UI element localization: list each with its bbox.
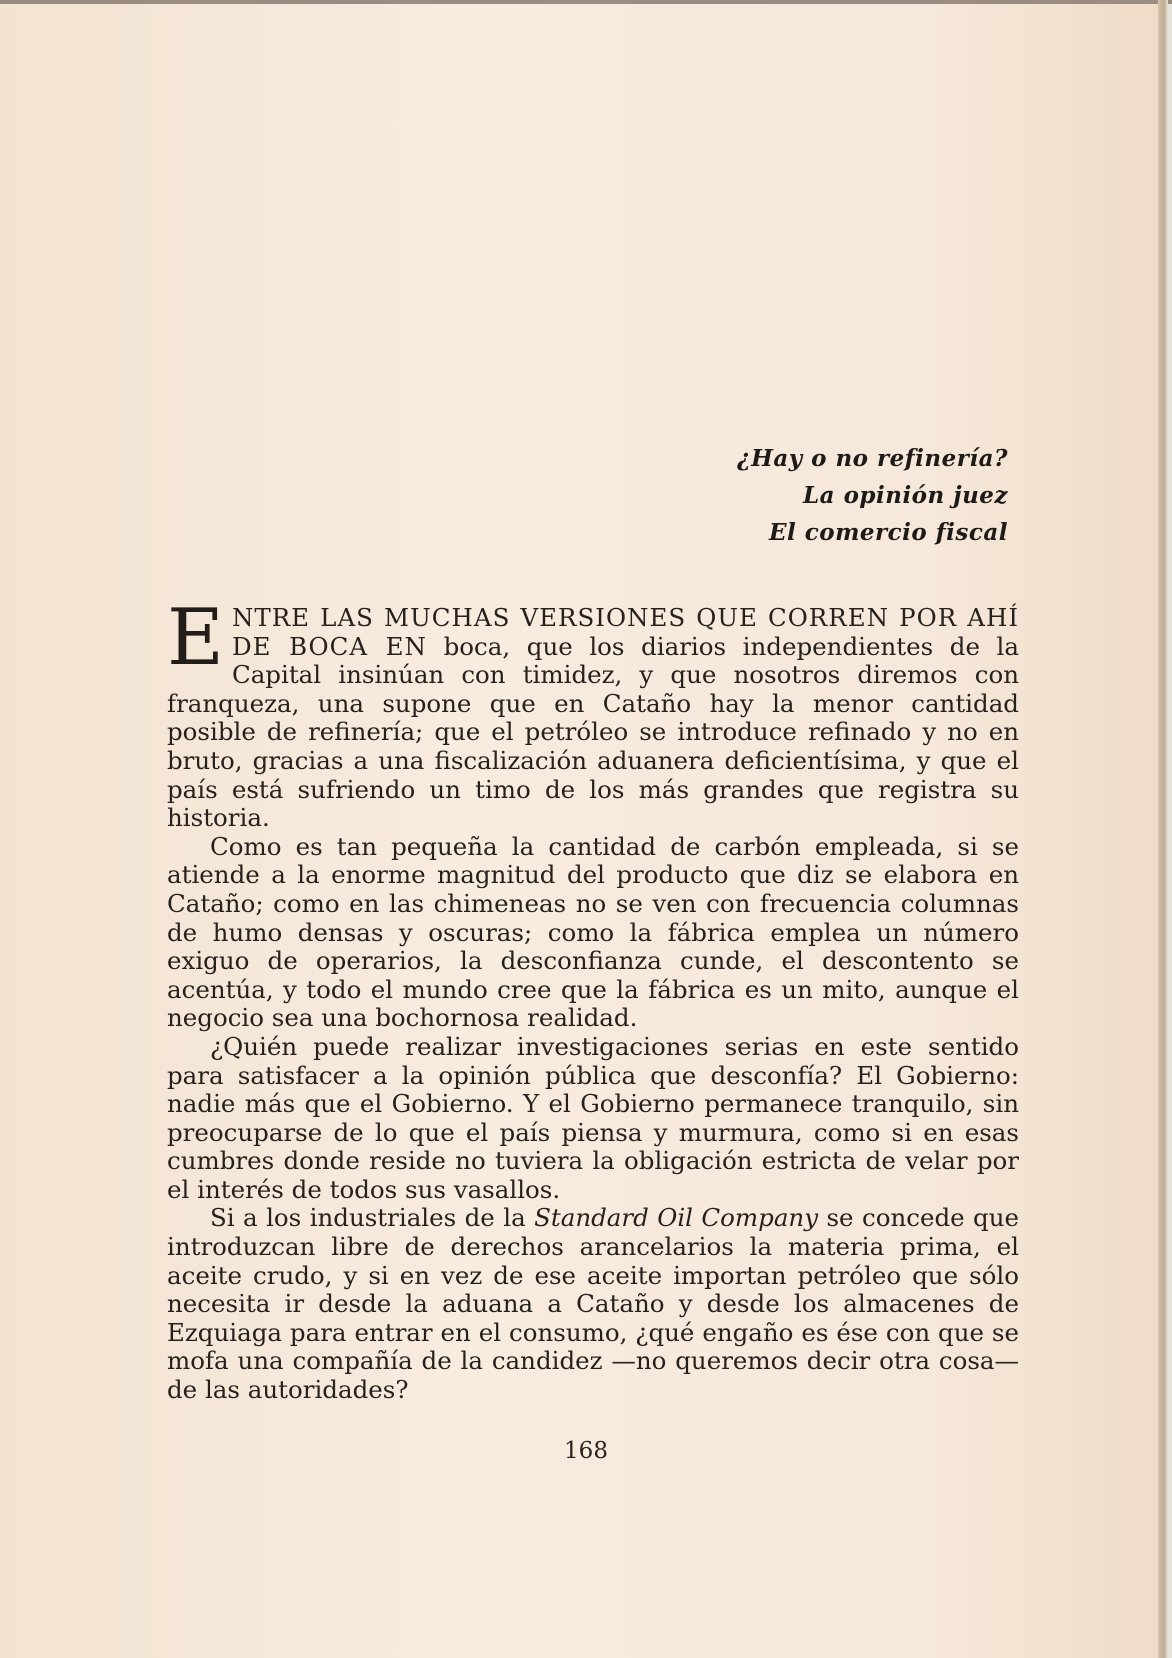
company-name: Standard Oil Company (534, 1203, 819, 1233)
heading-line-3: El comercio fiscal (768, 519, 1008, 546)
page-number: 168 (564, 1438, 608, 1464)
paragraph-4-start: Si a los industriales de la (210, 1203, 535, 1233)
heading-line-1: ¿Hay o no refinería? (737, 445, 1008, 472)
heading-line-2: La opinión juez (802, 482, 1008, 509)
paragraph-2: Como es tan pequeña la cantidad de carbón empleada, si se atiende a la enorme magnitud del producto que diz se elabora en Cataño; como en las chimeneas no se ven con frecuencia columnas de humo densas y oscuras; como la fábrica emplea un número exiguo de operarios, la desconfianza cunde, el descontento se acentúa, y todo el mundo cree que la fábrica es un mito, aunque el negocio sea una bochornosa realidad. (167, 831, 1019, 1033)
paragraph-1-text: boca, que los diarios independientes de la Capital insinúan con timidez, y que nosotros diremos con franqueza, una supone que en Cataño hay la menor cantidad posible de refinería; que el petróleo se introduce refinado y no en bruto, gracias a una fiscalización aduanera deficientísima, y que el país está sufriendo un timo de los más grandes que registra su historia. (167, 631, 1019, 833)
paragraph-1-opening: NTRE LAS MUCHAS VERSIONES QUE CORREN POR AHÍ DE BOCA EN (231, 603, 1019, 661)
paragraph-1 (167, 593, 1019, 833)
paragraph-3: ¿Quién puede realizar investigaciones serias en este sentido para satisfacer a la opinión pública que desconfía? El Gobierno: nadie más que el Gobierno. Y el Gobierno permanece tranquilo, sin preocuparse de lo que el país piensa y murmura, como si en esas cumbres donde reside no tuviera la obligación estricta de velar por el interés de todos sus vasallos. (167, 1031, 1019, 1204)
paragraph-4 (167, 1204, 1019, 1404)
article-body (167, 593, 1020, 1405)
section-headings (737, 440, 1008, 551)
drop-cap: E (167, 593, 224, 683)
page-top-edge (0, 0, 1172, 4)
paragraph-4-end: se concede que introduzcan libre de derechos arancelarios la materia prima, el aceite crudo, y si en vez de ese aceite importan petróleo que sólo necesita ir desde la aduana a Cataño y desde los almacenes de Ezquiaga para entrar en el consumo, ¿qué engaño es ése con que se mofa una compañía de la candidez —no queremos decir otra cosa— de las autoridades? (167, 1203, 1020, 1405)
